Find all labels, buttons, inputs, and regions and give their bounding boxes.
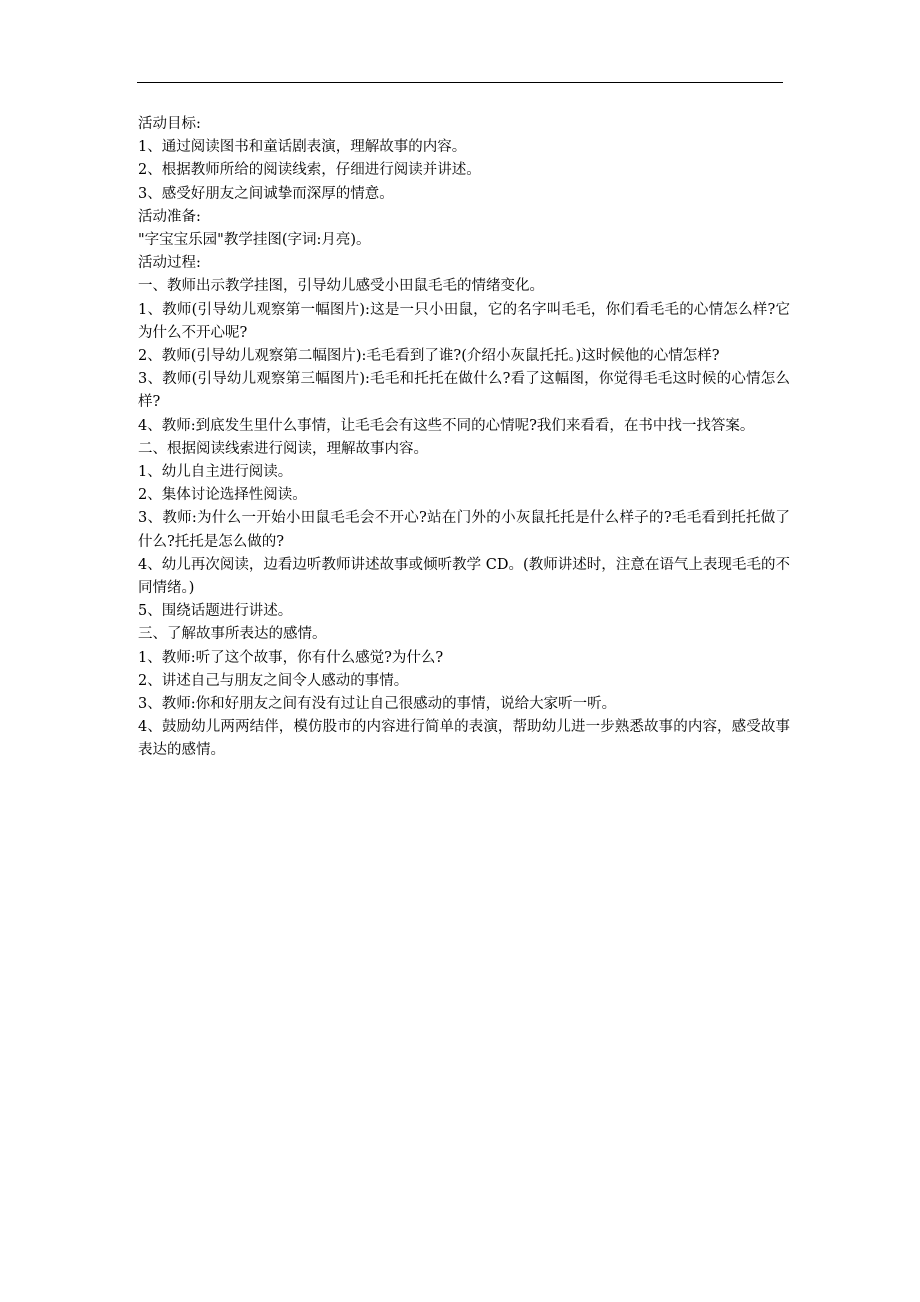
section-2-item-5: 5、围绕话题进行讲述。 [138, 603, 293, 620]
goal-item-2: 2、根据教师所给的阅读线索，仔细进行阅读并讲述。 [138, 162, 481, 179]
preparation-item: "字宝宝乐园"教学挂图(字词:月亮)。 [138, 232, 371, 249]
section-2-item-1: 1、幼儿自主进行阅读。 [138, 464, 293, 481]
heading-activity-goals: 活动目标: [138, 116, 201, 132]
section-3-item-2: 2、讲述自己与朋友之间令人感动的事情。 [138, 672, 409, 689]
section-1-heading: 一、教师出示教学挂图，引导幼儿感受小田鼠毛毛的情绪变化。 [138, 278, 544, 295]
section-1-item-1: 1、教师(引导幼儿观察第一幅图片):这是一只小田鼠，它的名字叫毛毛，你们看毛毛的心情怎么样?它为什么不开心呢? [138, 301, 790, 341]
goal-item-3: 3、感受好朋友之间诚挚而深厚的情意。 [138, 185, 394, 202]
section-1-item-3: 3、教师(引导幼儿观察第三幅图片):毛毛和托托在做什么?看了这幅图，你觉得毛毛这时候的心情怎么样? [138, 371, 790, 411]
section-3-item-3: 3、教师:你和好朋友之间有没有过让自己很感动的事情，说给大家听一听。 [138, 696, 617, 713]
heading-activity-preparation: 活动准备: [138, 208, 201, 225]
heading-activity-process: 活动过程: [138, 255, 201, 272]
section-1-item-4: 4、教师:到底发生里什么事情，让毛毛会有这些不同的心情呢?我们来看看，在书中找一找答案。 [138, 417, 755, 434]
section-2-item-4: 4、幼儿再次阅读，边看边听教师讲述故事或倾听教学 CD。(教师讲述时，注意在语气上表现毛毛的不同情绪。) [138, 556, 790, 597]
section-3-heading: 三、了解故事所表达的感情。 [138, 626, 327, 643]
section-2-heading: 二、根据阅读线索进行阅读，理解故事内容。 [138, 440, 428, 457]
goal-item-1: 1、通过阅读图书和童话剧表演，理解故事的内容。 [138, 139, 467, 156]
section-2-item-3: 3、教师:为什么一开始小田鼠毛毛会不开心?站在门外的小灰鼠托托是什么样子的?毛毛看到托托做了什么?托托是怎么做的? [138, 510, 790, 550]
section-2-item-2: 2、集体讨论选择性阅读。 [138, 487, 307, 504]
section-3-item-4: 4、鼓励幼儿两两结伴，模仿股市的内容进行简单的表演，帮助幼儿进一步熟悉故事的内容，感受故事表达的感情。 [138, 719, 790, 759]
header-rule [137, 82, 783, 83]
section-1-item-2: 2、教师(引导幼儿观察第二幅图片):毛毛看到了谁?(介绍小灰鼠托托。)这时候他的心情怎样? [138, 348, 720, 365]
document-body [138, 113, 790, 763]
section-3-item-1: 1、教师:听了这个故事，你有什么感觉?为什么? [138, 649, 444, 666]
